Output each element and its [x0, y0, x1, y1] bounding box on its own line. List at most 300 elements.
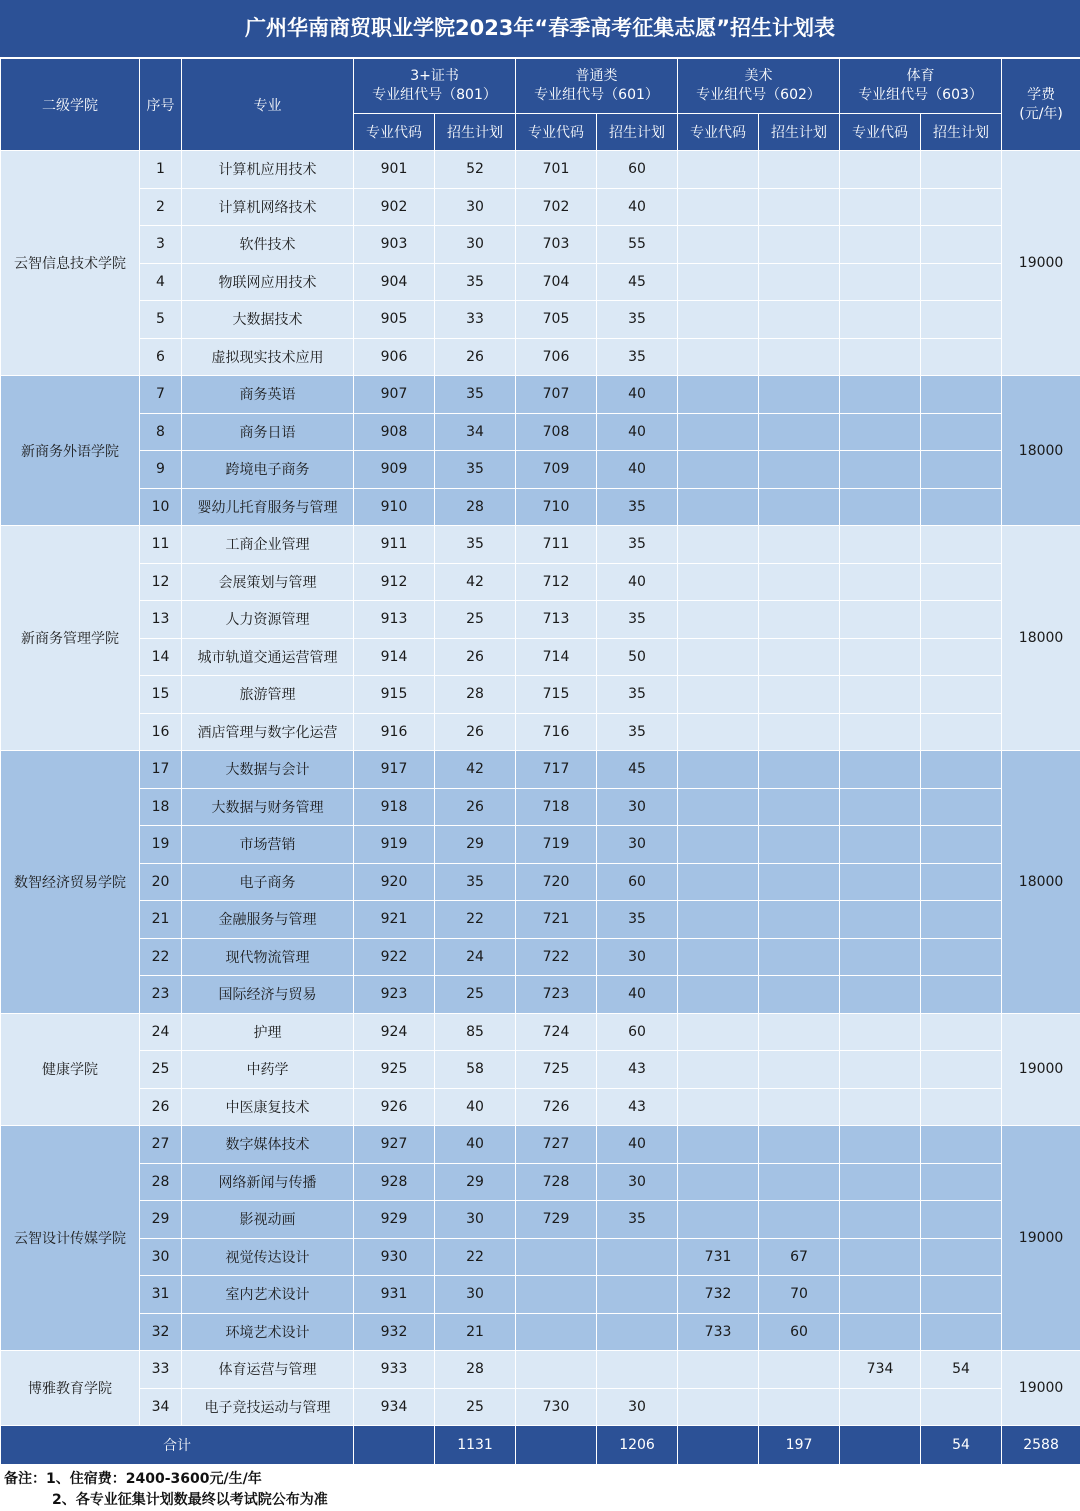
row-c601: 725: [516, 1051, 597, 1089]
table-row: [1, 1388, 1080, 1426]
college-fee: 19000: [1002, 151, 1080, 376]
row-c602: [678, 1163, 759, 1201]
row-seq: 30: [140, 1238, 182, 1276]
row-p603: 54: [921, 1351, 1002, 1389]
row-p602: [759, 601, 840, 639]
row-seq: 8: [140, 413, 182, 451]
row-c801: 934: [354, 1388, 435, 1426]
row-c602: [678, 1051, 759, 1089]
row-p603: [921, 713, 1002, 751]
row-c602: [678, 413, 759, 451]
row-c603: [840, 826, 921, 864]
totals-label: 合计: [1, 1426, 354, 1465]
college-fee: 18000: [1002, 751, 1080, 1014]
row-p603: [921, 451, 1002, 489]
row-p801: 30: [435, 226, 516, 264]
row-major: 现代物流管理: [182, 938, 354, 976]
header-seq: 序号: [140, 59, 182, 151]
row-c603: [840, 263, 921, 301]
row-p601: 40: [597, 563, 678, 601]
row-seq: 6: [140, 338, 182, 376]
row-p602: [759, 488, 840, 526]
row-c801: 909: [354, 451, 435, 489]
row-p603: [921, 1163, 1002, 1201]
row-seq: 10: [140, 488, 182, 526]
row-c801: 921: [354, 901, 435, 939]
row-p602: [759, 976, 840, 1014]
row-major: 物联网应用技术: [182, 263, 354, 301]
row-p603: [921, 1276, 1002, 1314]
row-p602: [759, 1088, 840, 1126]
row-c601: 724: [516, 1013, 597, 1051]
row-c602: [678, 1013, 759, 1051]
row-p801: 34: [435, 413, 516, 451]
row-c602: [678, 1351, 759, 1389]
row-p603: [921, 338, 1002, 376]
row-p602: [759, 938, 840, 976]
row-c801: 922: [354, 938, 435, 976]
row-c603: [840, 376, 921, 414]
row-seq: 31: [140, 1276, 182, 1314]
row-major: 影视动画: [182, 1201, 354, 1239]
table-row: [1, 638, 1080, 676]
row-c601: 721: [516, 901, 597, 939]
row-p601: 40: [597, 451, 678, 489]
row-major: 网络新闻与传播: [182, 1163, 354, 1201]
row-c801: 911: [354, 526, 435, 564]
row-c602: [678, 901, 759, 939]
row-c601: 717: [516, 751, 597, 789]
row-p601: 35: [597, 338, 678, 376]
row-p601: 55: [597, 226, 678, 264]
table-row: [1, 451, 1080, 489]
row-p601: 35: [597, 676, 678, 714]
row-c602: [678, 563, 759, 601]
group-801-code: 专业组代号（801）: [354, 86, 515, 105]
fee-unit: (元/年): [1002, 105, 1080, 124]
row-p602: [759, 338, 840, 376]
table-row: [1, 188, 1080, 226]
row-c603: [840, 638, 921, 676]
row-c602: [678, 713, 759, 751]
row-p602: [759, 263, 840, 301]
college-name: 云智信息技术学院: [1, 151, 140, 376]
college-fee: 18000: [1002, 526, 1080, 751]
row-p601: 30: [597, 826, 678, 864]
row-p602: [759, 563, 840, 601]
row-c601: 709: [516, 451, 597, 489]
row-seq: 24: [140, 1013, 182, 1051]
row-major: 软件技术: [182, 226, 354, 264]
row-c602: [678, 601, 759, 639]
row-p603: [921, 1051, 1002, 1089]
row-p801: 58: [435, 1051, 516, 1089]
row-p602: [759, 788, 840, 826]
table-row: [1, 1051, 1080, 1089]
row-c602: 731: [678, 1238, 759, 1276]
row-p601: 60: [597, 151, 678, 189]
row-c603: [840, 1201, 921, 1239]
row-c602: [678, 1126, 759, 1164]
row-p603: [921, 188, 1002, 226]
row-major: 国际经济与贸易: [182, 976, 354, 1014]
row-seq: 33: [140, 1351, 182, 1389]
group-601-name: 普通类: [516, 67, 677, 86]
row-c602: [678, 676, 759, 714]
row-c801: 919: [354, 826, 435, 864]
row-c603: [840, 301, 921, 339]
row-c603: [840, 788, 921, 826]
row-c603: [840, 901, 921, 939]
page-title: 广州华南商贸职业学院2023年“春季高考征集志愿”招生计划表: [0, 0, 1080, 58]
table-row: [1, 826, 1080, 864]
college-fee: 19000: [1002, 1013, 1080, 1126]
row-c601: 719: [516, 826, 597, 864]
college-name: 健康学院: [1, 1013, 140, 1126]
college-fee: 18000: [1002, 376, 1080, 526]
table-row: [1, 676, 1080, 714]
row-seq: 2: [140, 188, 182, 226]
table-row: [1, 1276, 1080, 1314]
row-p603: [921, 1388, 1002, 1426]
row-c602: [678, 451, 759, 489]
row-c602: [678, 226, 759, 264]
row-c801: 914: [354, 638, 435, 676]
row-c801: 931: [354, 1276, 435, 1314]
row-p602: [759, 676, 840, 714]
row-seq: 12: [140, 563, 182, 601]
row-p602: [759, 901, 840, 939]
row-p601: 45: [597, 263, 678, 301]
row-seq: 28: [140, 1163, 182, 1201]
totals-empty: [354, 1426, 435, 1465]
row-p801: 26: [435, 338, 516, 376]
row-p601: 40: [597, 188, 678, 226]
row-c801: 901: [354, 151, 435, 189]
row-p601: 50: [597, 638, 678, 676]
row-p601: 35: [597, 488, 678, 526]
row-p603: [921, 863, 1002, 901]
row-major: 中药学: [182, 1051, 354, 1089]
row-seq: 1: [140, 151, 182, 189]
row-c603: [840, 751, 921, 789]
row-major: 护理: [182, 1013, 354, 1051]
row-p601: 43: [597, 1088, 678, 1126]
row-c602: [678, 638, 759, 676]
row-c801: 908: [354, 413, 435, 451]
row-c603: 734: [840, 1351, 921, 1389]
row-c801: 902: [354, 188, 435, 226]
row-c801: 905: [354, 301, 435, 339]
row-p601: 35: [597, 301, 678, 339]
group-602-code: 专业组代号（602）: [678, 86, 839, 105]
table-row: [1, 1313, 1080, 1351]
header-major-code: 专业代码: [354, 114, 435, 151]
row-c601: 707: [516, 376, 597, 414]
row-p601: 30: [597, 788, 678, 826]
row-p602: 60: [759, 1313, 840, 1351]
row-c602: [678, 863, 759, 901]
row-seq: 13: [140, 601, 182, 639]
table-body: [1, 151, 1080, 1426]
totals-row: [1, 1426, 1080, 1465]
row-p603: [921, 638, 1002, 676]
row-p603: [921, 1201, 1002, 1239]
row-p603: [921, 526, 1002, 564]
row-c601: 704: [516, 263, 597, 301]
row-c603: [840, 1313, 921, 1351]
row-p601: [597, 1351, 678, 1389]
table-row: [1, 901, 1080, 939]
row-c801: 904: [354, 263, 435, 301]
row-p602: 70: [759, 1276, 840, 1314]
row-p603: [921, 301, 1002, 339]
row-c801: 924: [354, 1013, 435, 1051]
row-p801: 40: [435, 1088, 516, 1126]
row-major: 会展策划与管理: [182, 563, 354, 601]
row-c601: 701: [516, 151, 597, 189]
header-fee: [1002, 59, 1080, 151]
row-c602: [678, 151, 759, 189]
table-row: [1, 413, 1080, 451]
row-seq: 9: [140, 451, 182, 489]
header-major-code: 专业代码: [840, 114, 921, 151]
row-c801: 907: [354, 376, 435, 414]
totals-603: 54: [921, 1426, 1002, 1465]
row-c602: [678, 1201, 759, 1239]
row-seq: 4: [140, 263, 182, 301]
row-major: 数字媒体技术: [182, 1126, 354, 1164]
row-c603: [840, 1126, 921, 1164]
row-p801: 26: [435, 638, 516, 676]
row-c602: [678, 376, 759, 414]
row-p602: [759, 413, 840, 451]
row-p602: [759, 376, 840, 414]
row-c602: [678, 301, 759, 339]
row-p601: 30: [597, 1388, 678, 1426]
row-major: 人力资源管理: [182, 601, 354, 639]
row-c601: 703: [516, 226, 597, 264]
row-c602: 732: [678, 1276, 759, 1314]
college-fee: 19000: [1002, 1126, 1080, 1351]
row-p602: [759, 526, 840, 564]
row-p801: 30: [435, 1201, 516, 1239]
enrollment-table: [0, 58, 1080, 1465]
row-c801: 913: [354, 601, 435, 639]
row-p603: [921, 1238, 1002, 1276]
row-p603: [921, 938, 1002, 976]
row-p603: [921, 751, 1002, 789]
row-c603: [840, 713, 921, 751]
row-c602: [678, 1088, 759, 1126]
table-row: [1, 751, 1080, 789]
row-seq: 25: [140, 1051, 182, 1089]
row-c801: 916: [354, 713, 435, 751]
row-p801: 22: [435, 1238, 516, 1276]
row-c603: [840, 601, 921, 639]
row-p603: [921, 1313, 1002, 1351]
row-p801: 24: [435, 938, 516, 976]
row-major: 大数据与会计: [182, 751, 354, 789]
table-row: [1, 1351, 1080, 1389]
row-p603: [921, 901, 1002, 939]
row-p801: 25: [435, 601, 516, 639]
row-p602: [759, 1201, 840, 1239]
row-seq: 22: [140, 938, 182, 976]
row-c601: 727: [516, 1126, 597, 1164]
row-p603: [921, 226, 1002, 264]
row-p602: [759, 1126, 840, 1164]
row-seq: 7: [140, 376, 182, 414]
row-p801: 30: [435, 1276, 516, 1314]
row-c602: [678, 263, 759, 301]
row-p601: 43: [597, 1051, 678, 1089]
college-fee: 19000: [1002, 1351, 1080, 1426]
row-p602: [759, 1388, 840, 1426]
row-p602: [759, 751, 840, 789]
row-c601: 706: [516, 338, 597, 376]
totals-empty: [516, 1426, 597, 1465]
row-p601: 40: [597, 976, 678, 1014]
row-c603: [840, 1238, 921, 1276]
row-seq: 15: [140, 676, 182, 714]
row-c801: 929: [354, 1201, 435, 1239]
row-p601: 40: [597, 376, 678, 414]
table-row: [1, 1163, 1080, 1201]
totals-fee: 2588: [1002, 1426, 1080, 1465]
table-row: [1, 1126, 1080, 1164]
row-c801: 930: [354, 1238, 435, 1276]
row-p601: 35: [597, 713, 678, 751]
header-plan: 招生计划: [597, 114, 678, 151]
row-major: 旅游管理: [182, 676, 354, 714]
row-seq: 14: [140, 638, 182, 676]
row-c601: 716: [516, 713, 597, 751]
row-p603: [921, 601, 1002, 639]
row-p801: 26: [435, 713, 516, 751]
row-p603: [921, 151, 1002, 189]
row-c801: 932: [354, 1313, 435, 1351]
row-p603: [921, 1088, 1002, 1126]
header-plan: 招生计划: [759, 114, 840, 151]
fee-label: 学费: [1002, 86, 1080, 105]
row-c603: [840, 338, 921, 376]
row-c601: 730: [516, 1388, 597, 1426]
group-601-code: 专业组代号（601）: [516, 86, 677, 105]
table-row: [1, 863, 1080, 901]
row-p801: 40: [435, 1126, 516, 1164]
row-seq: 19: [140, 826, 182, 864]
row-seq: 20: [140, 863, 182, 901]
row-major: 商务日语: [182, 413, 354, 451]
row-c801: 928: [354, 1163, 435, 1201]
row-p801: 28: [435, 488, 516, 526]
row-c601: 728: [516, 1163, 597, 1201]
row-c603: [840, 938, 921, 976]
table-row: [1, 226, 1080, 264]
row-c801: 910: [354, 488, 435, 526]
row-seq: 11: [140, 526, 182, 564]
row-c602: [678, 976, 759, 1014]
row-major: 电子竞技运动与管理: [182, 1388, 354, 1426]
row-seq: 16: [140, 713, 182, 751]
row-seq: 5: [140, 301, 182, 339]
row-p801: 21: [435, 1313, 516, 1351]
row-seq: 29: [140, 1201, 182, 1239]
row-major: 商务英语: [182, 376, 354, 414]
row-c601: [516, 1238, 597, 1276]
row-c602: [678, 751, 759, 789]
table-row: [1, 488, 1080, 526]
row-p601: 60: [597, 863, 678, 901]
row-p602: [759, 301, 840, 339]
table-row: [1, 938, 1080, 976]
row-c603: [840, 1276, 921, 1314]
row-major: 大数据技术: [182, 301, 354, 339]
row-p602: [759, 151, 840, 189]
row-c603: [840, 526, 921, 564]
college-name: 新商务管理学院: [1, 526, 140, 751]
college-name: 博雅教育学院: [1, 1351, 140, 1426]
header-plan: 招生计划: [435, 114, 516, 151]
table-row: [1, 151, 1080, 189]
college-name: 新商务外语学院: [1, 376, 140, 526]
row-p601: 60: [597, 1013, 678, 1051]
row-major: 视觉传达设计: [182, 1238, 354, 1276]
row-c601: 718: [516, 788, 597, 826]
table-row: [1, 338, 1080, 376]
table-row: [1, 1013, 1080, 1051]
row-c603: [840, 151, 921, 189]
row-seq: 17: [140, 751, 182, 789]
row-seq: 23: [140, 976, 182, 1014]
row-c801: 927: [354, 1126, 435, 1164]
row-major: 中医康复技术: [182, 1088, 354, 1126]
row-c601: 726: [516, 1088, 597, 1126]
row-major: 环境艺术设计: [182, 1313, 354, 1351]
row-p603: [921, 263, 1002, 301]
row-c601: 722: [516, 938, 597, 976]
row-p602: [759, 713, 840, 751]
header-group-601: [516, 59, 678, 114]
row-c603: [840, 1088, 921, 1126]
row-p801: 85: [435, 1013, 516, 1051]
row-p602: 67: [759, 1238, 840, 1276]
row-c601: 705: [516, 301, 597, 339]
row-seq: 27: [140, 1126, 182, 1164]
row-seq: 18: [140, 788, 182, 826]
row-major: 工商企业管理: [182, 526, 354, 564]
row-c603: [840, 976, 921, 1014]
row-c603: [840, 488, 921, 526]
table-row: [1, 601, 1080, 639]
row-p801: 33: [435, 301, 516, 339]
row-major: 大数据与财务管理: [182, 788, 354, 826]
row-c602: [678, 488, 759, 526]
totals-empty: [678, 1426, 759, 1465]
row-c601: [516, 1313, 597, 1351]
table-row: [1, 788, 1080, 826]
header-plan: 招生计划: [921, 114, 1002, 151]
row-c603: [840, 413, 921, 451]
row-p601: 35: [597, 601, 678, 639]
row-c801: 918: [354, 788, 435, 826]
group-602-name: 美术: [678, 67, 839, 86]
row-c601: 712: [516, 563, 597, 601]
row-c602: [678, 826, 759, 864]
row-c601: 702: [516, 188, 597, 226]
row-major: 电子商务: [182, 863, 354, 901]
